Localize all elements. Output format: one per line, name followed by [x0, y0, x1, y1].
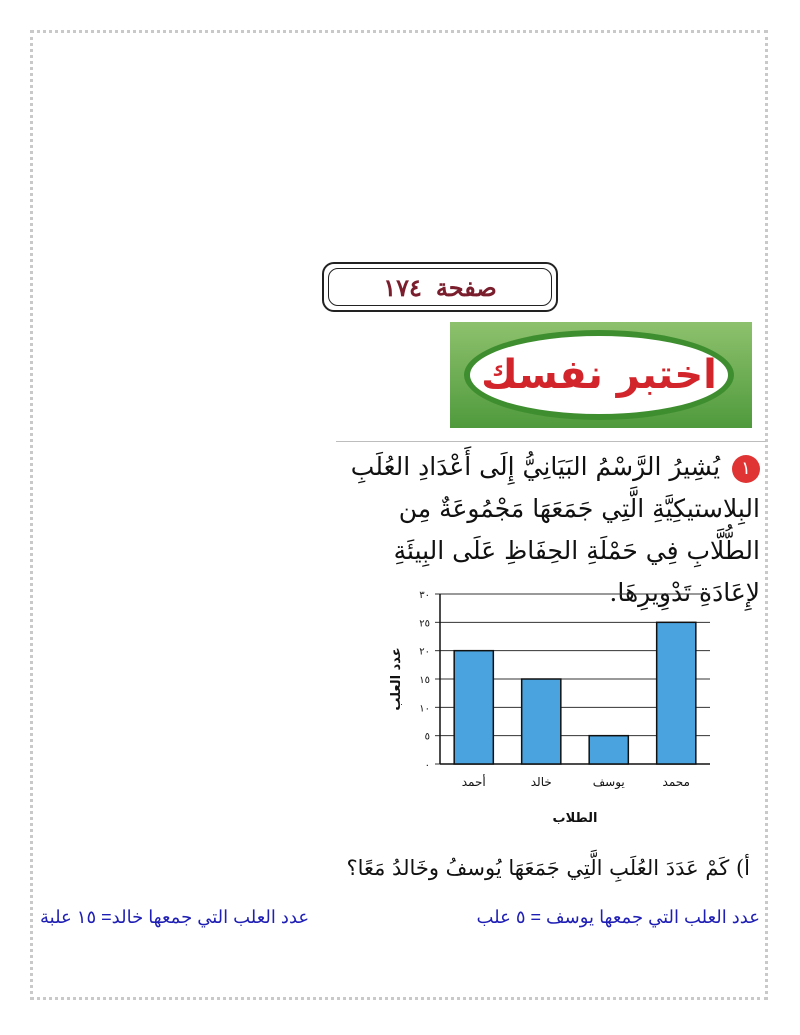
- question-number-badge: ١: [732, 455, 760, 483]
- x-tick-label: محمد: [662, 775, 690, 789]
- bar: [589, 736, 628, 764]
- y-tick-label: ١٠: [419, 703, 430, 715]
- bar: [657, 622, 696, 764]
- question-body: يُشِيرُ الرَّسْمُ البَيَانِيُّ إِلَى أَعْدَادِ العُلَبِ البِلاستيكِيَّةِ الَّتِي جَمَعَهَا مَجْمُوعَةٌ مِن الطُّلَّابِ فِي حَمْلَةِ الحِفَاظِ عَلَى البِيئَةِ لإِعَادَةِ تَدْوِيرِهَا.: [350, 452, 760, 607]
- bar-chart: [380, 582, 740, 832]
- x-tick-label: يوسف: [592, 775, 625, 789]
- page-word: صفحة: [435, 272, 497, 302]
- y-tick-label: ٣٠: [419, 590, 430, 601]
- banner-ellipse: [464, 330, 734, 420]
- bar: [454, 651, 493, 764]
- x-tick-label: خالد: [530, 775, 552, 789]
- divider: [336, 441, 766, 442]
- page-number: ١٧٤: [383, 272, 422, 302]
- y-tick-label: ٠: [424, 760, 430, 771]
- answer-yusuf: عدد العلب التي جمعها يوسف = ٥ علب: [476, 907, 760, 927]
- page-number-label: [322, 262, 558, 312]
- banner-title: اختبر نفسك: [481, 352, 717, 398]
- y-tick-label: ٥: [424, 731, 430, 743]
- answer-khalid: عدد العلب التي جمعها خالد= ١٥ علبة: [40, 907, 310, 927]
- answer-line: [40, 907, 760, 933]
- bar: [522, 679, 561, 764]
- y-tick-label: ٢٥: [419, 618, 430, 630]
- x-axis-label: الطلاب: [552, 811, 598, 826]
- y-tick-label: ٢٠: [419, 646, 430, 658]
- chart-svg: [380, 582, 740, 832]
- part-a-question: أ) كَمْ عَدَدَ العُلَبِ الَّتِي جَمَعَهَا يُوسفُ وخَالدُ مَعًا؟: [346, 856, 750, 880]
- x-tick-label: أحمد: [461, 775, 486, 789]
- y-tick-label: ١٥: [419, 675, 430, 686]
- y-axis-label: عدد العلب: [389, 647, 404, 711]
